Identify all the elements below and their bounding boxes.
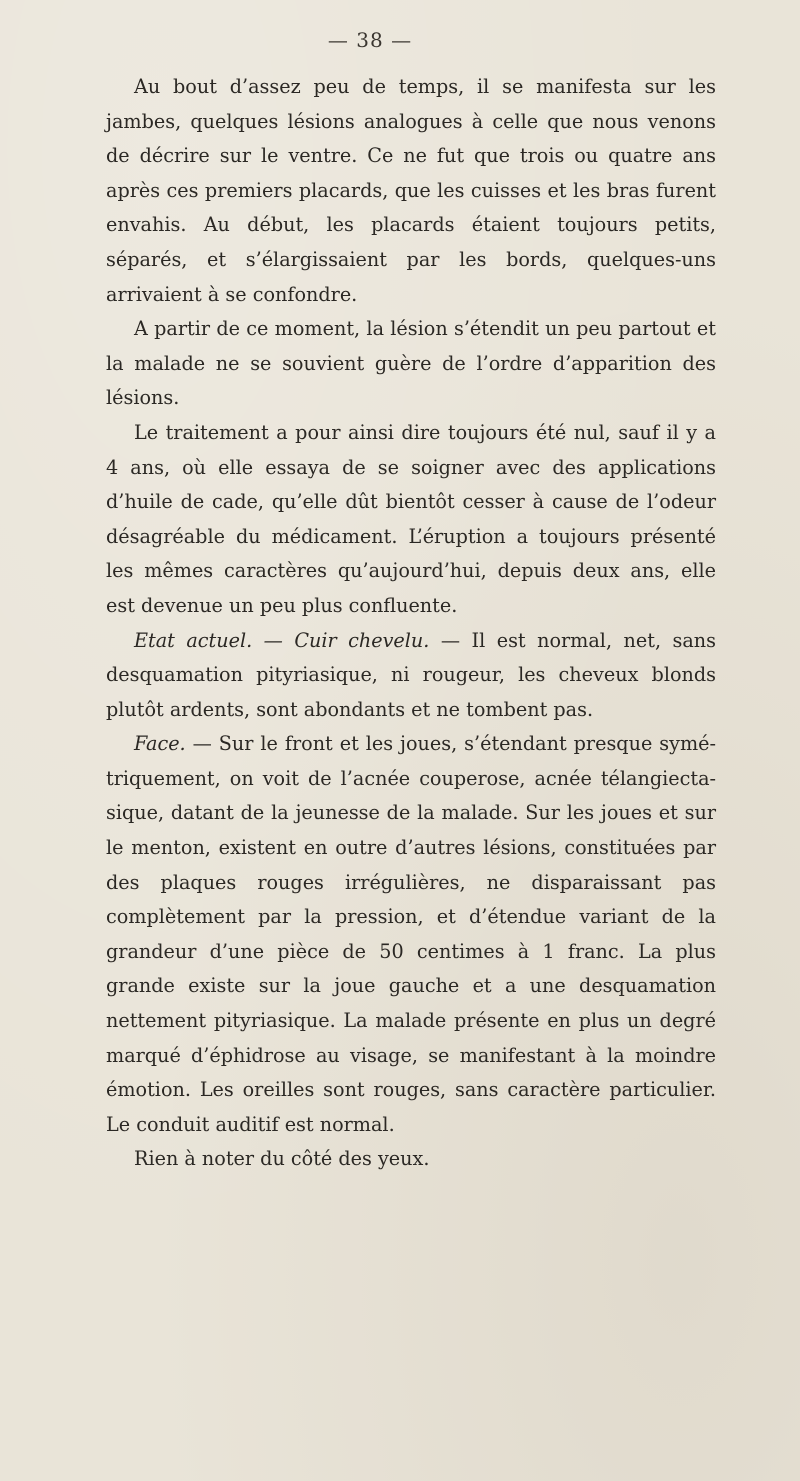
- page-number: — 38 —: [327, 28, 413, 52]
- paragraph-3: [106, 416, 716, 624]
- paragraph-6: [106, 1142, 716, 1177]
- section-heading: Face.: [134, 732, 186, 756]
- paragraph-text: Rien à noter du côté des yeux.: [134, 1147, 430, 1171]
- paragraph-text: — Il est normal, net, sans desquamation pityriasique, ni rougeur, les cheveux blonds plutôt ardents, sont abondants et ne tombent pas.: [106, 628, 717, 721]
- paragraph-text: Au bout d’assez peu de temps, il se manifesta sur les jambes, quelques lésions analogues à celle que nous venons de décrire sur le ventre. Ce ne fut que trois ou quatre ans après ces premiers placards, que les cuisses et les bras furent envahis. Au début, les placards étaient toujours petits, séparés, et s’élargissaient par les bords, quelques-uns arrivaient à se confondre.: [106, 75, 716, 306]
- paragraph-5: [106, 727, 716, 1142]
- paragraph-text: — Sur le front et les joues, s’étendant presque symétriquement, on voit de l’acnée couperose, acnée télangiectasique, datant de la jeunesse de la malade. Sur les joues et sur le menton, existent en outre d’autres lésions, constituées par des plaques rouges irrégulières, ne disparaissant pas complètement par la pression, et d’étendue variant de la grandeur d’une pièce de 50 centimes à 1 franc. La plus grande existe sur la joue gauche et a une desquamation nettement pityriasique. La malade présente en plus un degré marqué d’éphidrose au visage, se manifestant à la moindre émotion. Les oreilles sont rouges, sans caractère particulier. Le conduit auditif est normal.: [106, 732, 716, 1136]
- paragraph-2: [106, 312, 716, 416]
- paragraph-text: Le traitement a pour ainsi dire toujours été nul, sauf il y a 4 ans, où elle essaya de se soigner avec des applications d’huile de cade, qu’elle dût bientôt cesser à cause de l’odeur désagréable du médicament. L’éruption a toujours présenté les mêmes caractères qu’aujourd’hui, depuis deux ans, elle est devenue un peu plus confluente.: [106, 420, 716, 617]
- body-text: [106, 70, 716, 1177]
- section-heading: Etat actuel. — Cuir chevelu.: [134, 628, 430, 652]
- paragraph-text: A partir de ce moment, la lésion s’étendit un peu partout et la malade ne se souvient guère de l’ordre d’apparition des lésions.: [106, 317, 716, 410]
- paragraph-4: [106, 624, 716, 728]
- paragraph-1: [106, 70, 716, 312]
